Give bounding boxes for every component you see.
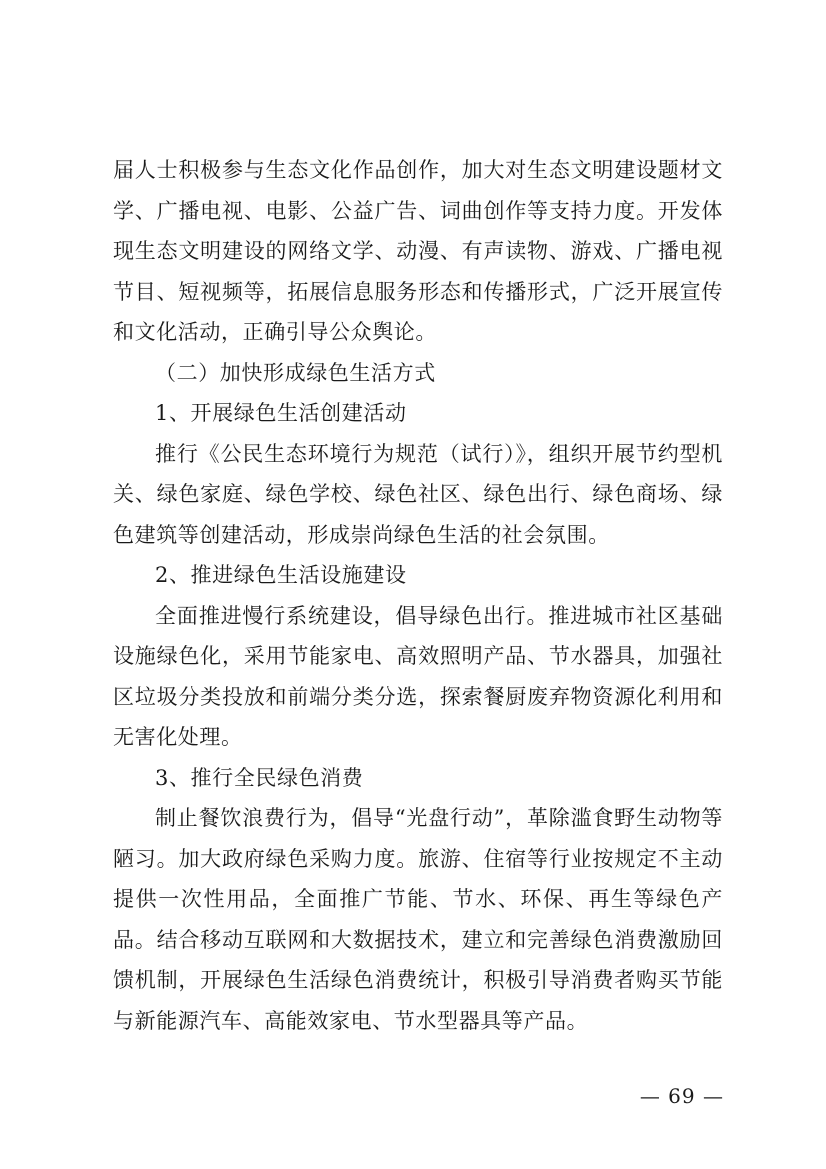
subheading-green-living-campaign: 1、开展绿色生活创建活动 [155, 401, 407, 425]
section-heading-green-lifestyle: （二）加快形成绿色生活方式 [155, 360, 436, 385]
paragraph-green-living-campaign: 推行《公民生态环境行为规范（试行）》，组织开展节约型机关、绿色家庭、绿色学校、绿色社区、绿色出行、绿色商场、绿色建筑等创建活动，形成崇尚绿色生活的社会氛围。 [113, 441, 723, 547]
page-number: — 69 — [639, 1084, 724, 1108]
paragraph-continuation: 届人士积极参与生态文化作品创作，加大对生态文明建设题材文学、广播电视、电影、公益广告、词曲创作等支持力度。开发体现生态文明建设的网络文学、动漫、有声读物、游戏、广播电视节目、短视频等，拓展信息服务形态和传播形式，广泛开展宣传和文化活动，正确引导公众舆论。 [113, 158, 723, 344]
paragraph-green-facilities: 全面推进慢行系统建设，倡导绿色出行。推进城市社区基础设施绿色化，采用节能家电、高效照明产品、节水器具，加强社区垃圾分类投放和前端分类分选，探索餐厨废弃物资源化利用和无害化处理。 [113, 603, 723, 749]
subheading-green-consumption: 3、推行全民绿色消费 [155, 765, 364, 790]
paragraph-green-consumption: 制止餐饮浪费行为，倡导“光盘行动”，革除滥食野生动物等陋习。加大政府绿色采购力度。旅游、住宿等行业按规定不主动提供一次性用品，全面推广节能、节水、环保、再生等绿色产品。结合移动互联网和大数据技术，建立和完善绿色消费激励回馈机制，开展绿色生活绿色消费统计，积极引导消费者购买节能与新能源汽车、高能效家电、节水型器具等产品。 [113, 806, 723, 1033]
page-content [113, 150, 723, 1041]
subheading-green-facilities: 2、推进绿色生活设施建设 [155, 563, 407, 587]
